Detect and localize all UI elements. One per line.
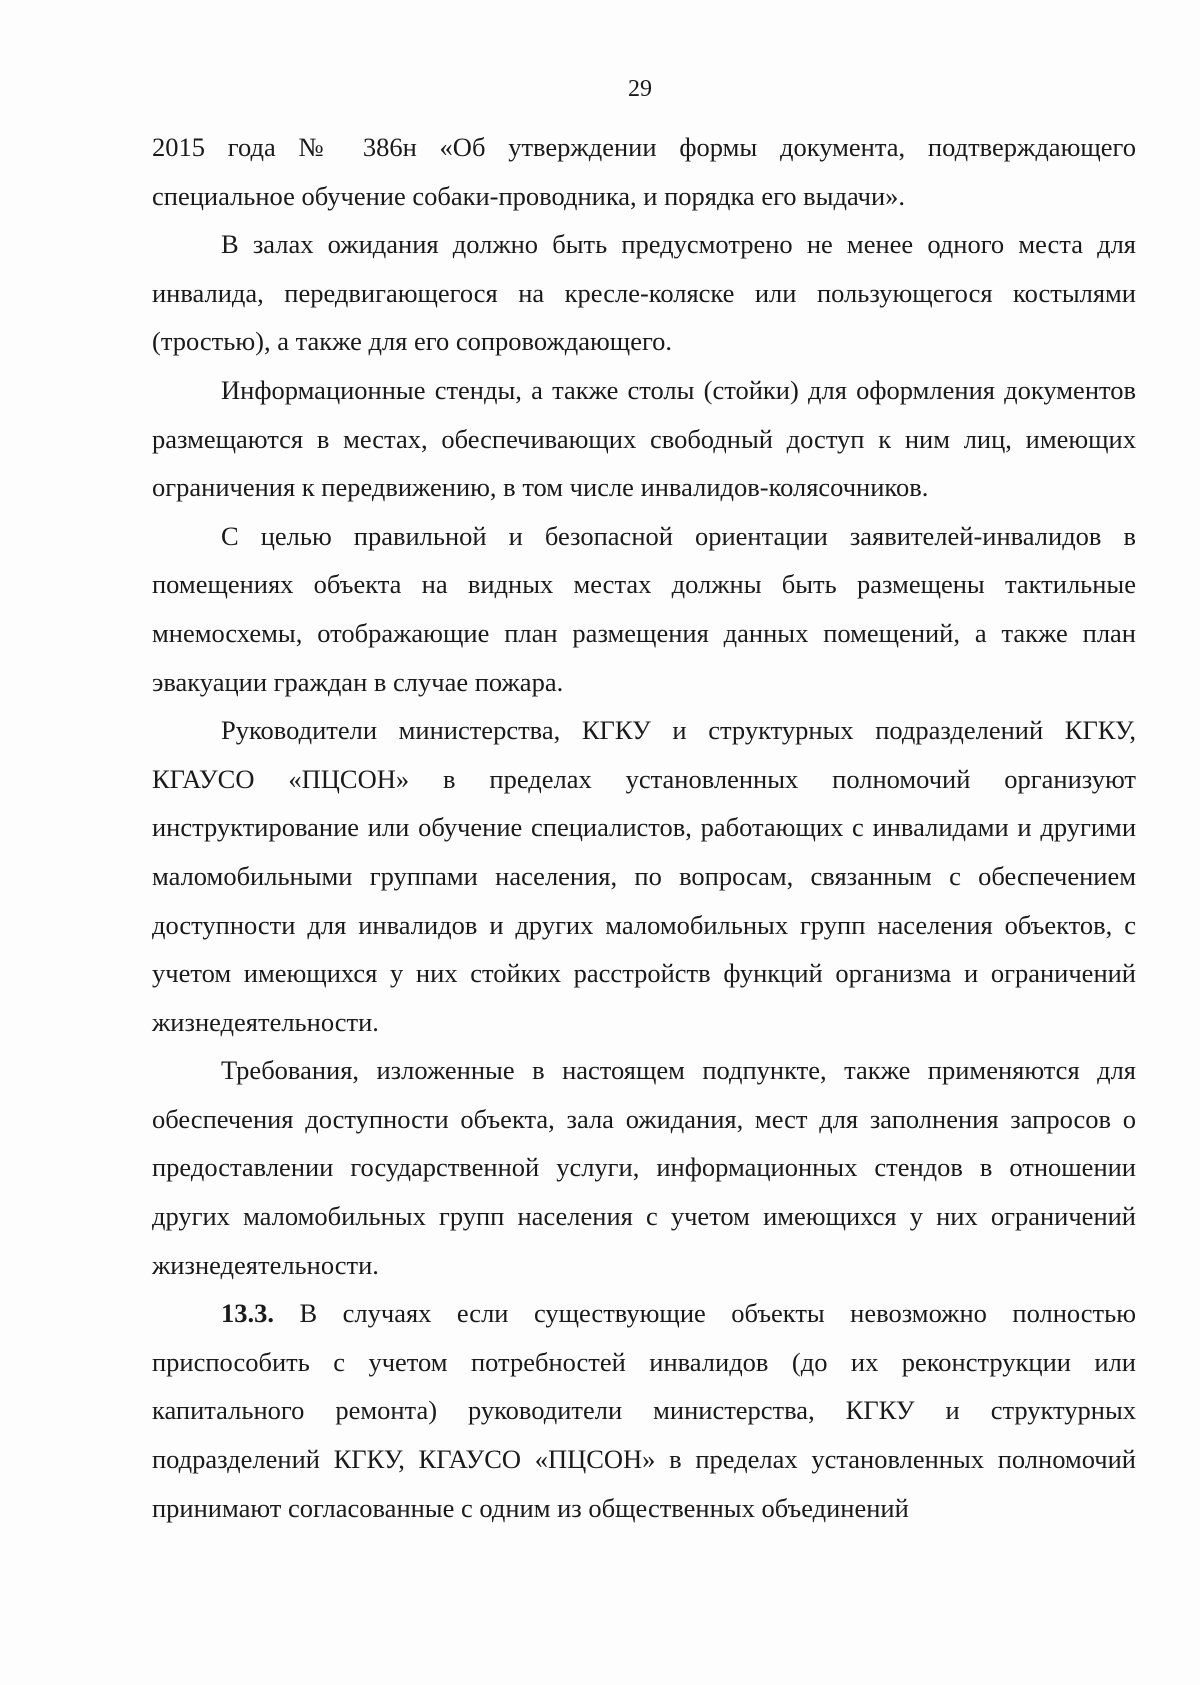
paragraph-requirements: Требования, изложенные в настоящем подпункте, также применяются для обеспечения доступности объекта, зала ожидания, мест для заполнения запросов о предоставлении государственной услуги, информационных стендов в отношении других маломобильных групп населения с учетом имеющихся у них ограничений жизнедеятельности.	[152, 1055, 1136, 1280]
paragraph-staff-instruction: Руководители министерства, КГКУ и структурных подразделений КГКУ, КГАУСО «ПЦСОН» в пределах установленных полномочий организуют инструктирование или обучение специалистов, работающих с инвалидами и другими маломобильными группами населения, по вопросам, связанным с обеспечением доступности для инвалидов и других маломобильных групп населения объектов, с учетом имеющихся у них стойких расстройств функций организма и ограничений жизнедеятельности.	[152, 715, 1136, 1037]
document-body	[152, 123, 1136, 1532]
clause-text: В случаях если существующие объекты невозможно полностью приспособить с учетом потребностей инвалидов (до их реконструкции или капитального ремонта) руководители министерства, КГКУ и структурных подразделений КГКУ, КГАУСО «ПЦСОН» в пределах установленных полномочий принимают согласованные с одним из общественных объединений	[152, 1298, 1137, 1523]
paragraph-tactile-schemes: С целью правильной и безопасной ориентации заявителей-инвалидов в помещениях объекта на видных местах должны быть размещены тактильные мнемосхемы, отображающие план размещения данных помещений, а также план эвакуации граждан в случае пожара.	[152, 520, 1136, 697]
paragraph-info-stands: Информационные стенды, а также столы (стойки) для оформления документов размещаются в местах, обеспечивающих свободный доступ к ним лиц, имеющих ограничения к передвижению, в том числе инвалидов-колясочников.	[152, 374, 1136, 503]
paragraph-waiting-halls: В залах ожидания должно быть предусмотрено не менее одного места для инвалида, передвигающегося на кресле-коляске или пользующегося костылями (тростью), а также для его сопровождающего.	[152, 229, 1136, 357]
paragraph-continuation: 2015 года № 386н «Об утверждении формы документа, подтверждающего специальное обучение собаки-проводника, и порядка его выдачи».	[152, 132, 1136, 211]
clause-number: 13.3.	[221, 1298, 274, 1329]
page-number: 29	[628, 76, 652, 102]
paragraph-13-3	[152, 1289, 1136, 1532]
